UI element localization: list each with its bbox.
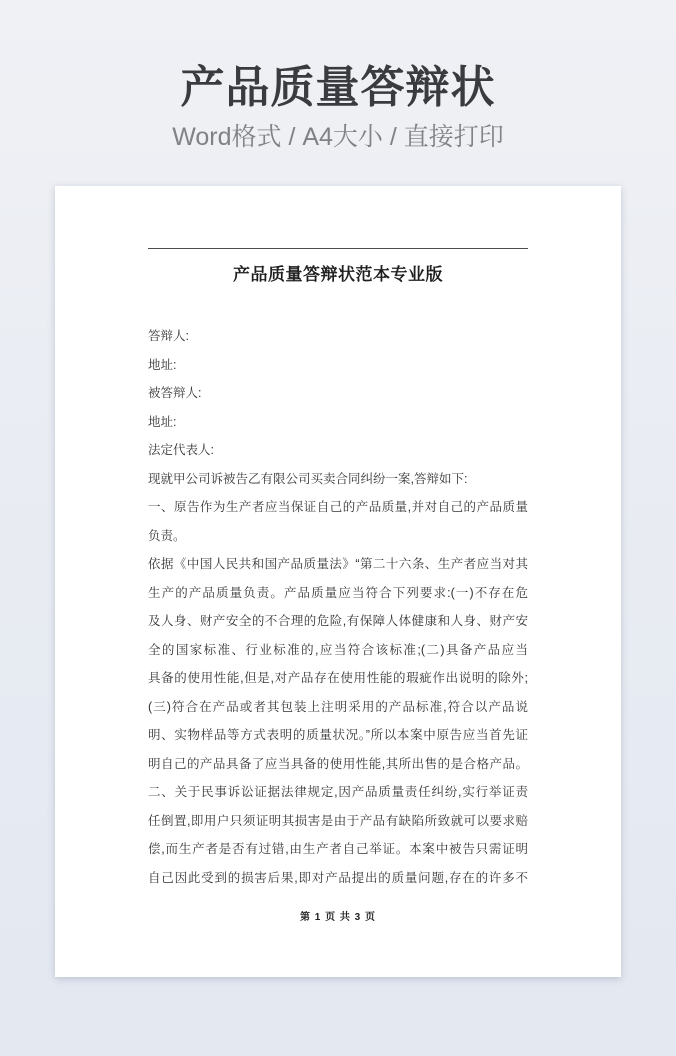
doc-line: 依据《中国人民共和国产品质量法》“第二十六条、生产者应当对其	[148, 557, 528, 571]
doc-line: 全的国家标准、行业标准的,应当符合该标准;(二)具备产品应当	[148, 642, 528, 657]
doc-line: 自己因此受到的损害后果,即对产品提出的质量问题,存在的许多不	[148, 870, 528, 885]
doc-line: 偿,而生产者是否有过错,由生产者自己举证。本案中被告只需证明	[148, 842, 528, 856]
doc-line: 被答辩人:	[148, 386, 202, 400]
doc-line: 明自己的产品具备了应当具备的使用性能,其所出售的是合格产品。	[148, 756, 528, 771]
page-title: 产品质量答辩状	[180, 63, 496, 112]
doc-line: 及人身、财产安全的不合理的危险,有保障人体健康和人身、财产安	[148, 614, 528, 628]
doc-line: 地址:	[148, 357, 177, 372]
doc-line: 一、原告作为生产者应当保证自己的产品质量,并对自己的产品质量	[148, 500, 528, 514]
doc-line: 二、关于民事诉讼证据法律规定,因产品质量责任纠纷,实行举证责	[148, 785, 528, 799]
document-body	[148, 322, 528, 892]
doc-line: 任倒置,即用户只须证明其损害是由于产品有缺陷所致就可以要求赔	[148, 813, 528, 828]
page-number-footer: 第 1 页 共 3 页	[299, 912, 376, 923]
doc-line: 具备的使用性能,但是,对产品存在使用性能的瑕疵作出说明的除外;	[148, 671, 528, 685]
document-title: 产品质量答辩状范本专业版	[233, 265, 443, 284]
title-divider	[148, 248, 528, 249]
doc-line: 负责。	[148, 528, 186, 543]
doc-line: (三)符合在产品或者其包装上注明采用的产品标准,符合以产品说	[148, 699, 528, 714]
document-page	[55, 186, 621, 977]
doc-line: 明、实物样品等方式表明的质量状况。”所以本案中原告应当首先证	[148, 728, 528, 742]
header-banner	[0, 0, 676, 186]
doc-line: 生产的产品质量负责。产品质量应当符合下列要求:(一)不存在危	[148, 585, 528, 600]
doc-line: 法定代表人:	[148, 443, 214, 457]
doc-line: 现就甲公司诉被告乙有限公司买卖合同纠纷一案,答辩如下:	[148, 471, 468, 486]
doc-line: 答辩人:	[148, 329, 189, 343]
page-subtitle: Word格式 / A4大小 / 直接打印	[172, 123, 504, 151]
doc-line: 地址:	[148, 414, 177, 429]
